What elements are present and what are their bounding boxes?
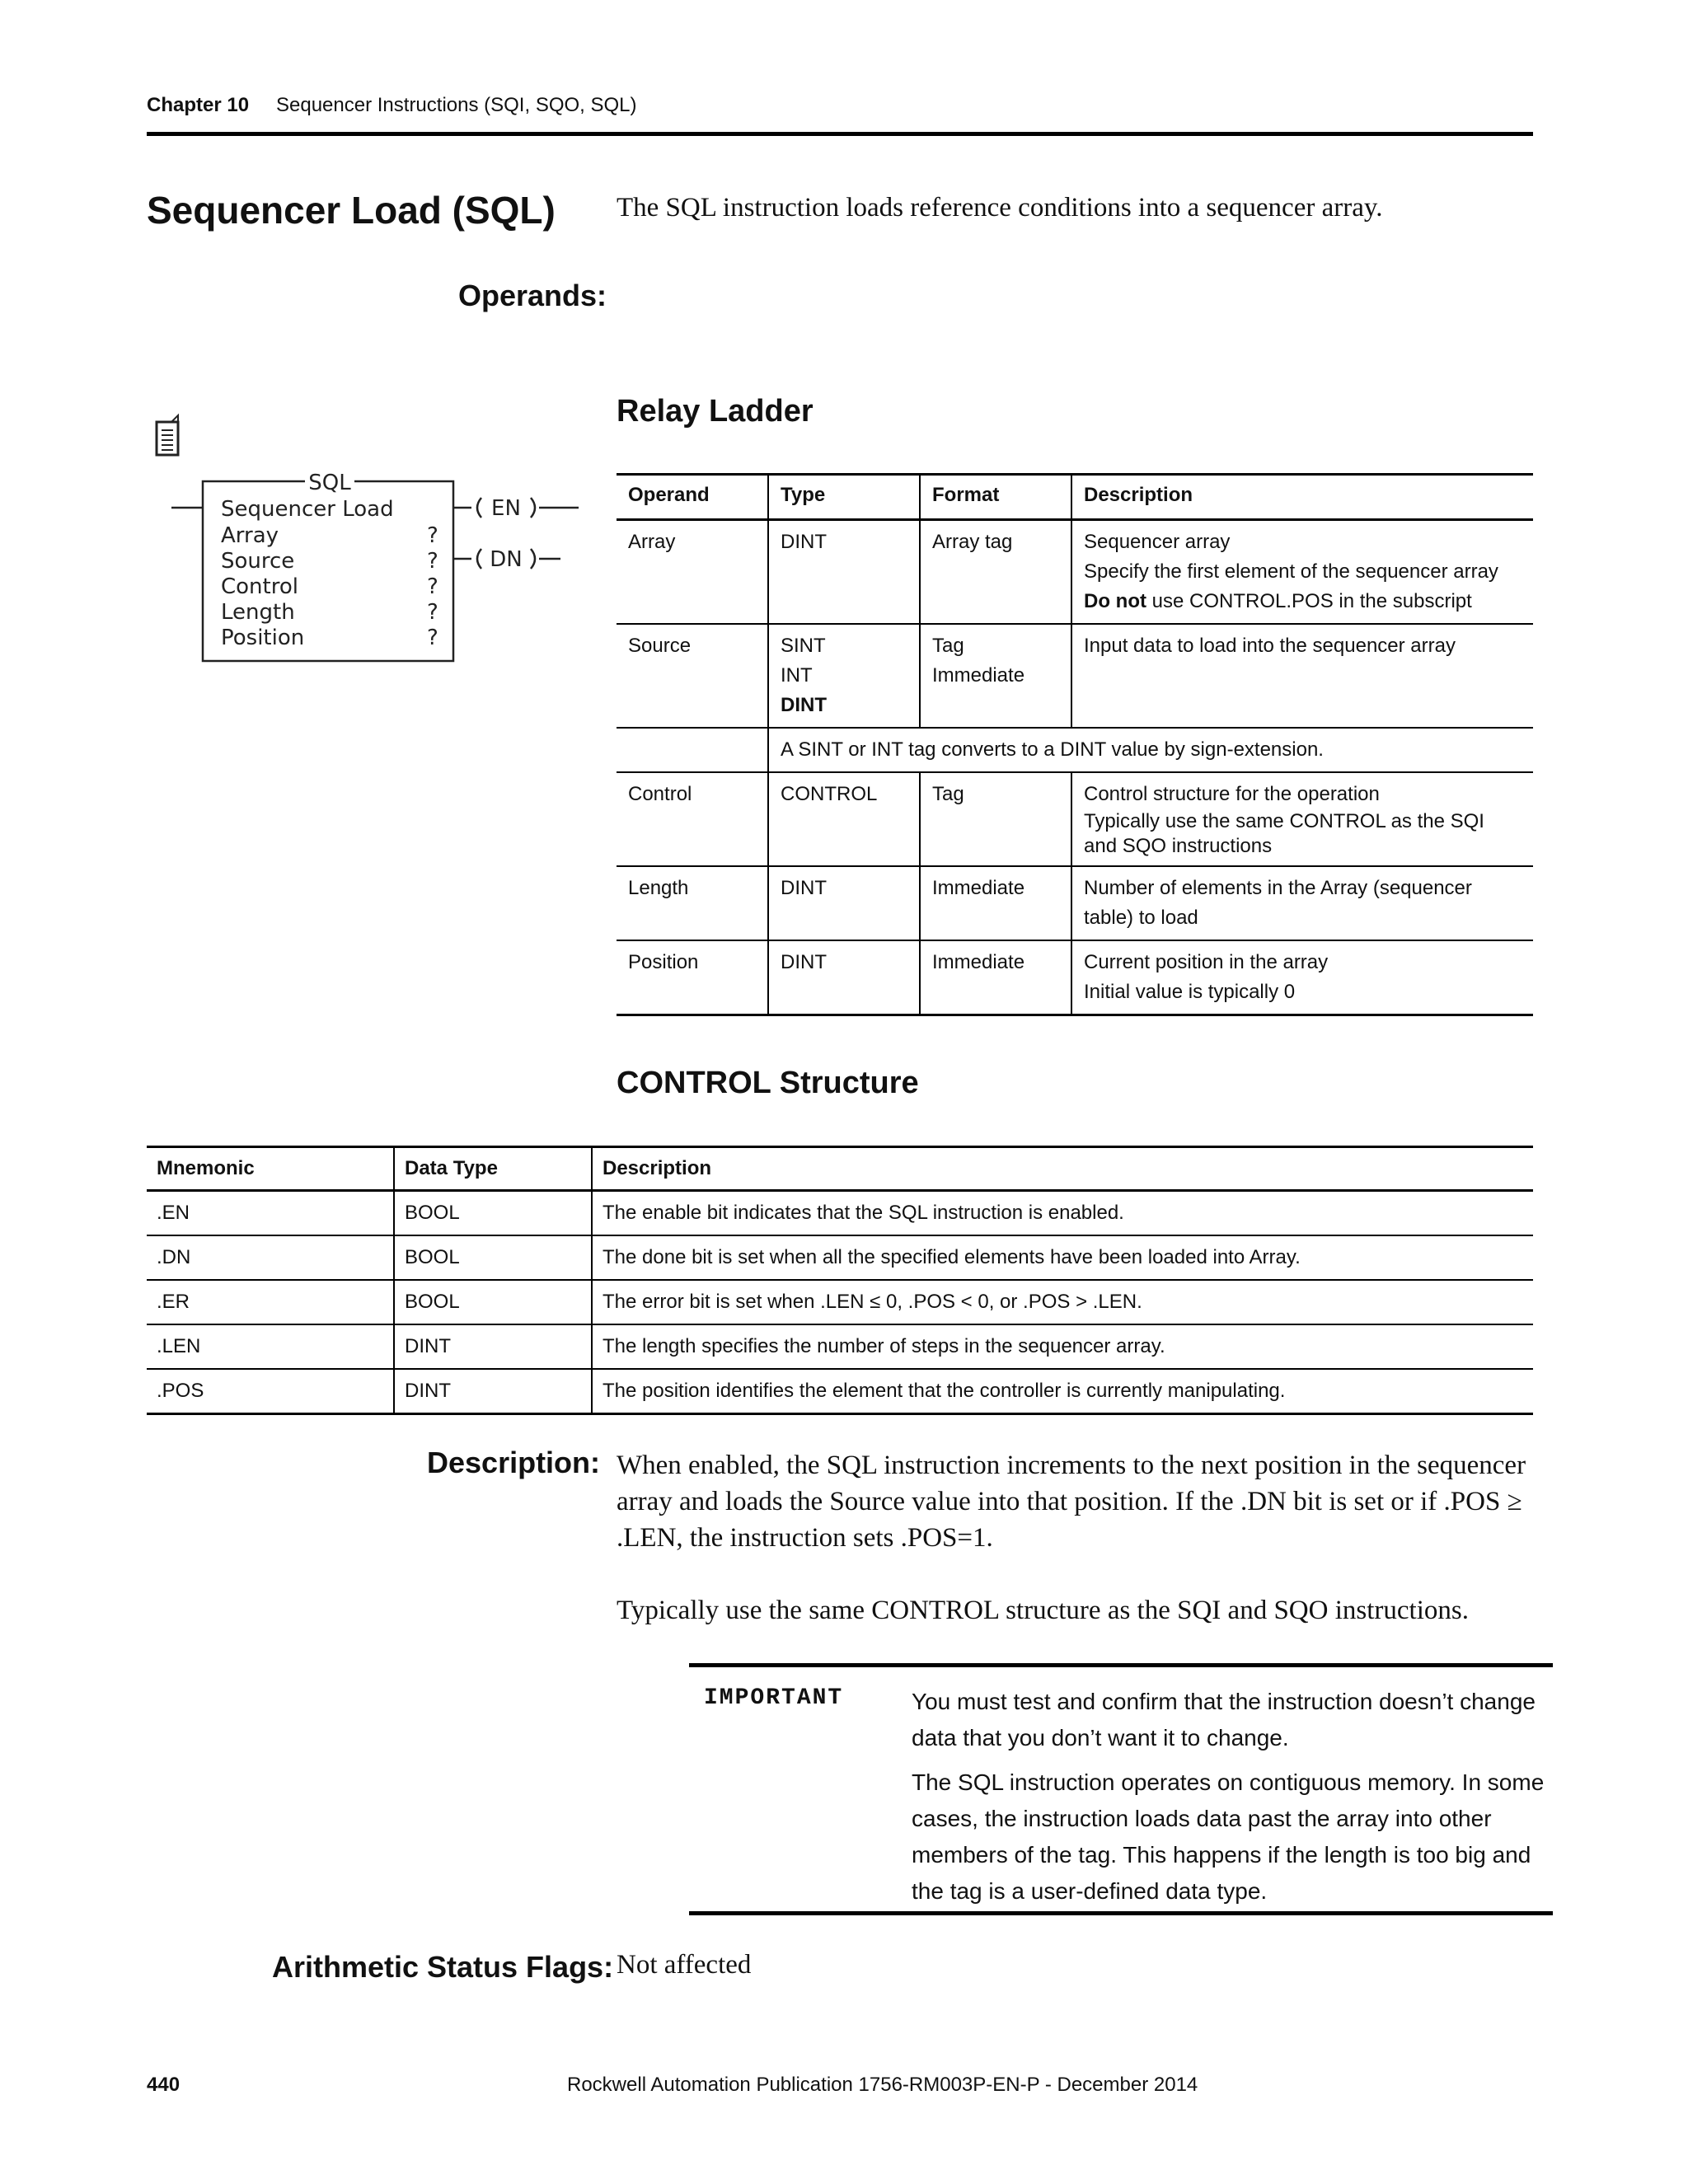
- cell-description: The position identifies the element that the controller is currently manipulating.: [592, 1369, 1533, 1414]
- section-title: Sequencer Load (SQL): [147, 189, 556, 232]
- type-line: INT: [781, 664, 813, 687]
- arithmetic-status-flags-label: Arithmetic Status Flags:: [272, 1950, 614, 1984]
- table-row: [617, 940, 1533, 1015]
- cell-empty: [617, 728, 768, 772]
- table-row: [617, 866, 1533, 940]
- cell-type: CONTROL: [768, 772, 920, 866]
- cell-mnemonic: ​.EN: [147, 1191, 394, 1236]
- control-structure-heading: CONTROL Structure: [617, 1066, 919, 1100]
- header-rule: [147, 132, 1533, 136]
- publication-footer: Rockwell Automation Publication 1756-RM003P-EN-P - December 2014: [567, 2074, 1198, 2096]
- cell-data-type: BOOL: [394, 1280, 592, 1324]
- cell-data-type: BOOL: [394, 1235, 592, 1280]
- cell-data-type: BOOL: [394, 1191, 592, 1236]
- cell-description: The error bit is set when .LEN ≤ 0, .POS < 0, or .POS > .LEN.: [592, 1280, 1533, 1324]
- control-table-header: [147, 1147, 1533, 1191]
- table-row: [147, 1324, 1533, 1369]
- ladder-param-position: Position: [221, 626, 305, 650]
- description-paragraph: When enabled, the SQL instruction increments to the next position in the sequencer array and loads the Source value into that position. If the .DN bit is set or if .POS ≥ .LEN, the instruction sets .POS=1.: [617, 1451, 1526, 1553]
- desc-line: Specify the first element of the sequencer array: [1084, 560, 1498, 583]
- important-paragraph: The SQL instruction operates on contiguous memory. In some cases, the instruction loads data past the array into other members of the tag. This happens if the length is too big and the tag is a user-defined data type.: [912, 1769, 1545, 1904]
- control-structure-table: [147, 1146, 1533, 1415]
- cell-operand: Position: [617, 940, 768, 1015]
- cell-description: The length specifies the number of steps in the sequencer array.: [592, 1324, 1533, 1369]
- col-header-description: Description: [1071, 475, 1533, 520]
- format-line: Tag: [932, 635, 964, 657]
- ladder-param-source: Source: [221, 549, 295, 574]
- desc-line: Control structure for the operation: [1084, 783, 1380, 805]
- cell-note: A SINT or INT tag converts to a DINT value by sign-extension.: [768, 728, 1533, 772]
- important-body: [912, 1684, 1546, 1918]
- ladder-param-control: Control: [221, 574, 298, 599]
- cell-mnemonic: ​.LEN: [147, 1324, 394, 1369]
- desc-line: Sequencer array: [1084, 531, 1231, 553]
- ladder-param-array: Array: [221, 523, 279, 548]
- cell-mnemonic: ​.DN: [147, 1235, 394, 1280]
- table-row: [147, 1369, 1533, 1414]
- cell-type: DINT: [768, 520, 920, 625]
- col-header-operand: Operand: [617, 475, 768, 520]
- ladder-block-name: SQL: [308, 471, 351, 495]
- table-row: [617, 772, 1533, 866]
- format-line: Immediate: [932, 664, 1025, 687]
- cell-mnemonic: ​.ER: [147, 1280, 394, 1324]
- cell-format: Tag: [920, 772, 1071, 866]
- ladder-value-array: ?: [427, 523, 438, 548]
- sql-ladder-block: [147, 410, 608, 682]
- description-body: [617, 1447, 1533, 1665]
- table-row: [147, 1280, 1533, 1324]
- table-row: [147, 1191, 1533, 1236]
- desc-line: Typically use the same CONTROL as the SQI and SQO instructions: [1084, 810, 1484, 857]
- table-row: [617, 624, 1533, 728]
- col-header-description: Description: [592, 1147, 1533, 1191]
- important-paragraph: You must test and confirm that the instruction doesn’t change data that you don’t want it to change.: [912, 1689, 1536, 1750]
- operands-table-header: [617, 475, 1533, 520]
- cell-description: The done bit is set when all the specified elements have been loaded into Array.: [592, 1235, 1533, 1280]
- operands-table: [617, 473, 1533, 1016]
- cell-description: [1071, 940, 1533, 1015]
- ladder-value-source: ?: [427, 549, 438, 574]
- desc-emphasis: Do not: [1084, 590, 1146, 612]
- col-header-format: Format: [920, 475, 1071, 520]
- cell-mnemonic: ​.POS: [147, 1369, 394, 1414]
- cell-operand: Source: [617, 624, 768, 728]
- arithmetic-status-flags-value: Not affected: [617, 1950, 752, 1980]
- cell-format: Immediate: [920, 940, 1071, 1015]
- desc-line: Initial value is typically 0: [1084, 981, 1296, 1003]
- ladder-value-control: ?: [427, 574, 438, 599]
- col-header-type: Type: [768, 475, 920, 520]
- cell-data-type: DINT: [394, 1369, 592, 1414]
- type-line: DINT: [781, 694, 827, 716]
- cell-format: [920, 624, 1071, 728]
- col-header-data-type: Data Type: [394, 1147, 592, 1191]
- cell-operand: Control: [617, 772, 768, 866]
- table-row: [617, 520, 1533, 625]
- cell-operand: Length: [617, 866, 768, 940]
- chapter-label: Chapter 10: [147, 94, 250, 116]
- ladder-output-en: EN: [491, 496, 521, 521]
- ladder-block-full-name: Sequencer Load: [221, 497, 394, 522]
- instruction-help-icon: [157, 415, 178, 455]
- cell-operand: Array: [617, 520, 768, 625]
- cell-description: Input data to load into the sequencer array: [1071, 624, 1533, 728]
- description-paragraph: Typically use the same CONTROL structure as the SQI and SQO instructions.: [617, 1596, 1469, 1625]
- operands-label: Operands:: [458, 279, 607, 312]
- cell-type: DINT: [768, 940, 920, 1015]
- cell-description: The enable bit indicates that the SQL instruction is enabled.: [592, 1191, 1533, 1236]
- ladder-output-dn: DN: [490, 547, 523, 572]
- description-label: Description:: [427, 1446, 601, 1479]
- desc-line: Current position in the array: [1084, 951, 1329, 973]
- table-row-note: [617, 728, 1533, 772]
- cell-data-type: DINT: [394, 1324, 592, 1369]
- table-row: [147, 1235, 1533, 1280]
- important-label: IMPORTANT: [704, 1685, 844, 1711]
- cell-type: [768, 624, 920, 728]
- important-callout: [689, 1663, 1553, 1915]
- cell-description: [1071, 772, 1533, 866]
- page-number: 440: [147, 2074, 181, 2096]
- cell-format: Immediate: [920, 866, 1071, 940]
- ladder-param-length: Length: [221, 600, 295, 625]
- ladder-value-length: ?: [427, 600, 438, 625]
- desc-text: use CONTROL.POS in the subscript: [1146, 590, 1472, 612]
- cell-format: Array tag: [920, 520, 1071, 625]
- col-header-mnemonic: Mnemonic: [147, 1147, 394, 1191]
- desc-line: [1084, 587, 1522, 616]
- cell-description: Number of elements in the Array (sequencer table) to load: [1071, 866, 1533, 940]
- ladder-value-position: ?: [427, 626, 438, 650]
- cell-description: [1071, 520, 1533, 625]
- chapter-title: Sequencer Instructions (SQI, SQO, SQL): [276, 94, 637, 116]
- cell-type: DINT: [768, 866, 920, 940]
- relay-ladder-heading: Relay Ladder: [617, 394, 814, 429]
- intro-text: The SQL instruction loads reference conditions into a sequencer array.: [617, 193, 1383, 223]
- type-line: SINT: [781, 635, 826, 657]
